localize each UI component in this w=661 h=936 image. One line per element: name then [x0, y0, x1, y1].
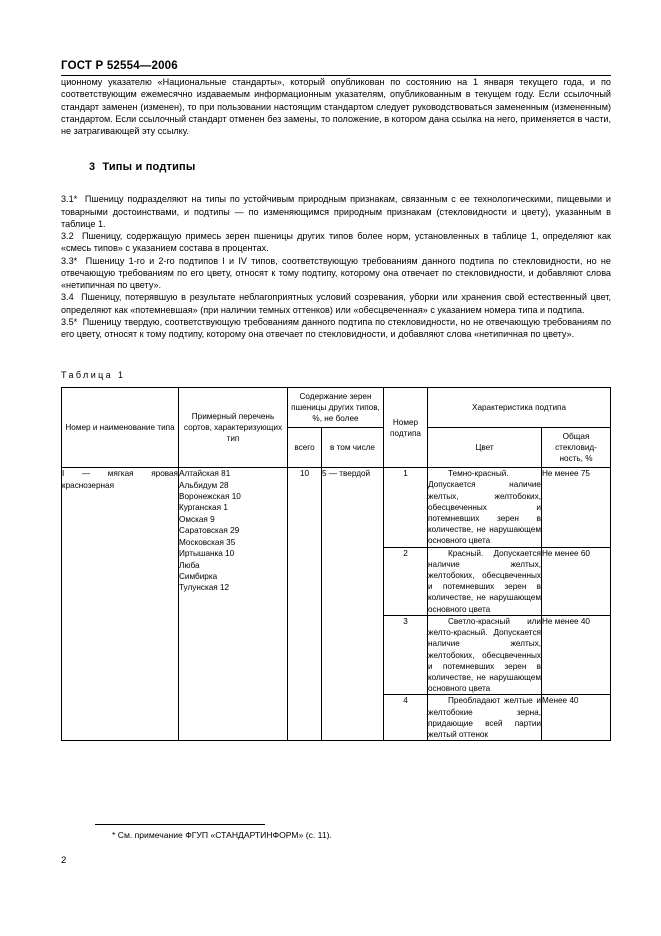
section-number: 3: [89, 161, 96, 174]
th-other-types-group: Содержание зерен пшеницы других типов, %, не более: [288, 388, 384, 428]
sort-item: Иртышанка 10: [179, 549, 235, 559]
sort-item: Курганская 1: [179, 503, 228, 513]
clause-3-4: [61, 291, 611, 316]
footnote-text: * См. примечание ФГУП «СТАНДАРТИНФОРМ» (с. 11).: [112, 830, 332, 840]
page-content: [61, 0, 611, 741]
sort-item: Московская 35: [179, 537, 236, 547]
subtype-color-text: Преобладают желтые и желтобокие зерна, придающие всей партии желтый оттенок: [428, 696, 541, 739]
section-heading: [61, 161, 611, 173]
cell-subtype-color: [428, 615, 542, 694]
page-number: 2: [61, 855, 67, 866]
footnote-rule: [95, 824, 265, 825]
clause-3-3: [61, 255, 611, 292]
clause-3-1: [61, 193, 611, 230]
cell-subtype-number: 3: [384, 615, 428, 694]
subtype-color-text: Красный. Допускается наличие желтых, желтобоких, обесцвеченных и потемневших зерен в количестве, не нарушающем основного цвета: [428, 548, 541, 614]
cell-subtype-color: [428, 547, 542, 615]
footnote-block: [95, 824, 615, 841]
th-including: в том числе: [322, 428, 384, 468]
clause-id: 3.1*: [61, 194, 78, 205]
cell-sorts-list: [179, 468, 288, 741]
cell-subtype-glassiness: Не менее 40: [542, 615, 611, 694]
cell-total: 10: [288, 468, 322, 741]
cell-subtype-glassiness: Не менее 75: [542, 468, 611, 547]
table-header-row-1: [62, 388, 611, 428]
intro-paragraph: ционному указателю «Национальные стандарты», который опубликован по состоянию на 1 января текущего года, и по соответствующим ежемесячно издаваемым информационным указателям, опубликованным в текущем году. Если ссылочный стандарт заменен (изменен), то при пользовании настоящим стандартом следует руководствоваться замененным (измененным) стандартом. Если ссылочный стандарт отменен без замены, то положение, в котором дана ссылка на него, применяется в части, не затрагивающей эту ссылку.: [61, 77, 611, 136]
clause-id: 3.5*: [61, 316, 78, 327]
clause-text: Пшеницу, потерявшую в результате неблагоприятных условий созревания, уборки или хранения свой естественный цвет, определяют как «потемневшая» (при наличии темных оттенков) или «обесцвеченная» с указанием номера типа и подтипа.: [61, 292, 612, 315]
subtype-color-text: Темно-красный. Допускается наличие желтых, желтобоких, обесцвеченных и потемневших зерен в количестве, не нарушающем основного цвета: [428, 469, 541, 546]
spacer: [61, 340, 611, 370]
th-subtype-characteristic: Характеристика подтипа: [428, 388, 611, 428]
sort-item: Альбидум 28: [179, 480, 229, 490]
clause-text: Пшеницу 1-го и 2-го подтипов I и IV типов, соответствующую требованиям данного подтипа по стекловидности, но не отвечающую требованиям по его цвету, относят к тому подтипу, которому она отвечает по стекловидности, и добавляют слова «нетипичная по цвету».: [61, 255, 611, 290]
clause-id: 3.2: [61, 231, 74, 241]
sort-item: Симбирка: [179, 571, 218, 581]
sort-item: Люба: [179, 560, 200, 570]
cell-subtype-color: [428, 695, 542, 741]
clause-id: 3.4: [61, 292, 74, 303]
cell-including: 5 — твердой: [322, 468, 384, 741]
clause-text: Пшеницу подразделяют на типы по устойчивым природным признакам, связанным с ее технологическими, пищевыми и товарными достоинствами, и подтипы — по изменяющимся природным признакам (стекловидности и цвету), указанным в таблице 1.: [61, 194, 611, 229]
th-color: Цвет: [428, 428, 542, 468]
cell-subtype-glassiness: Не менее 60: [542, 547, 611, 615]
th-subtype-number: Номер подтипа: [384, 388, 428, 468]
cell-subtype-glassiness: Менее 40: [542, 695, 611, 741]
clause-text: Пшеницу твердую, соответствующую требованиям данного подтипа по стекловидности, но не отвечающую требованиям по его цвету, относят к тому подтипу, которому она отвечает по стекловидности, и добавляют слова «нетипичная по цвету».: [61, 316, 611, 339]
types-subtypes-table: [61, 387, 611, 741]
clause-id: 3.3*: [61, 255, 78, 266]
section-title: Типы и подтипы: [102, 161, 196, 174]
sort-item: Омская 9: [179, 514, 215, 524]
clause-3-2: [61, 230, 611, 255]
th-sorts-list: Примерный перечень сортов, характеризующих тип: [179, 388, 288, 468]
th-type-name: Номер и наименование типа: [62, 388, 179, 468]
th-glassiness: Общая стекловид- ность, %: [542, 428, 611, 468]
cell-subtype-number: 1: [384, 468, 428, 547]
table-row: [62, 468, 611, 547]
cell-subtype-color: [428, 468, 542, 547]
cell-subtype-number: 4: [384, 695, 428, 741]
cell-subtype-number: 2: [384, 547, 428, 615]
spacer: [61, 137, 611, 161]
table-caption: Таблица 1: [61, 370, 126, 381]
sort-item: Тулунская 12: [179, 583, 230, 593]
sort-item: Саратовская 29: [179, 526, 240, 536]
th-total: всего: [288, 428, 322, 468]
clause-3-5: [61, 316, 611, 341]
page-title: ГОСТ Р 52554—2006: [61, 60, 178, 72]
cell-type-name: I — мягкая яровая краснозерная: [62, 468, 179, 741]
sort-item: Алтайская 81: [179, 469, 231, 479]
subtype-color-text: Светло-красный или желто-красный. Допускается наличие желтых, желтобоких, обесцвеченных и потемневших зерен в количестве, не нарушающем основного цвета: [428, 616, 541, 694]
clause-text: Пшеницу, содержащую примесь зерен пшеницы других типов более норм, установленных в таблице 1, определяют как «смесь типов» с указанием состава в процентах.: [61, 231, 611, 254]
sort-item: Воронежская 10: [179, 492, 241, 502]
spacer: [61, 173, 611, 193]
